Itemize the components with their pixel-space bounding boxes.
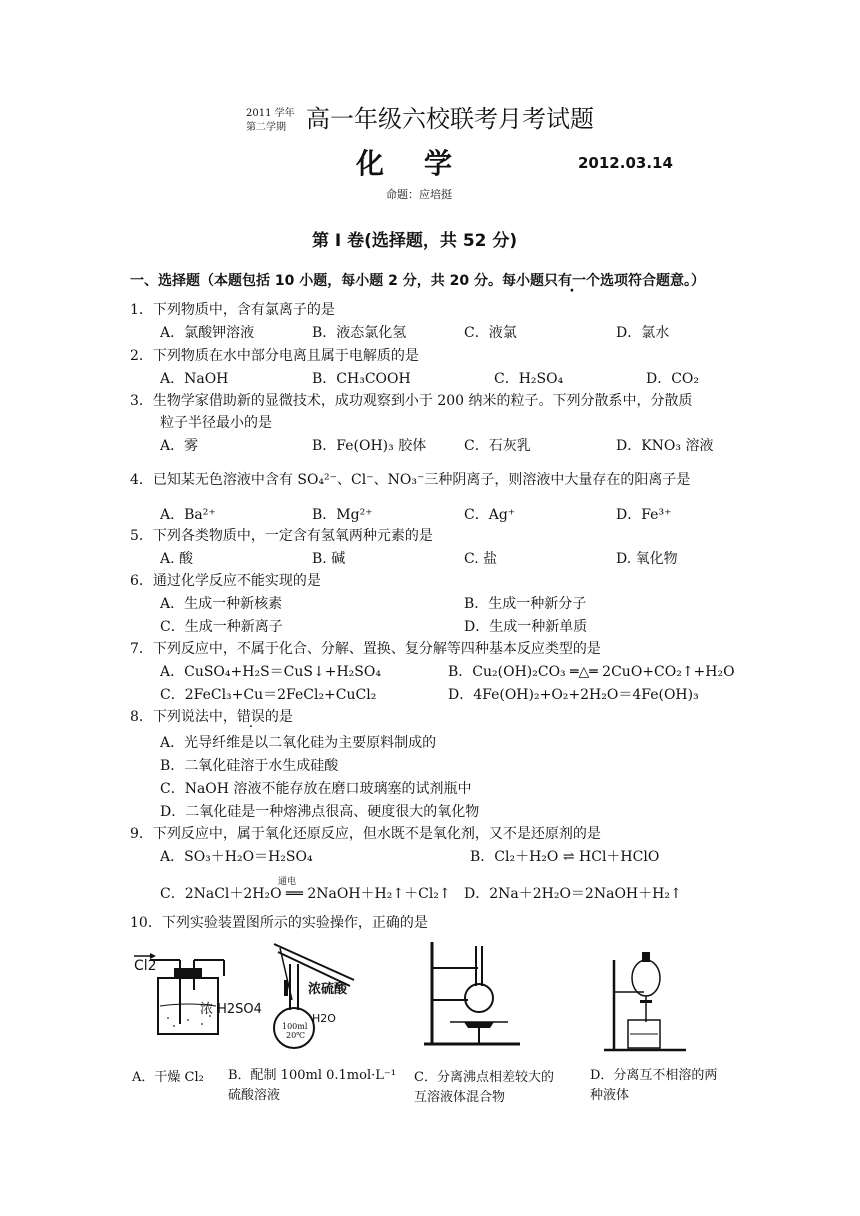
emphasis-text: 错误 bbox=[236, 709, 265, 725]
question-3-stem-cont: 粒子半径最小的是 bbox=[160, 415, 272, 431]
q5-option-b: B. 碱 bbox=[312, 551, 346, 567]
header-semester: 第二学期 bbox=[246, 122, 286, 133]
page-title: 高一年级六校联考月考试题 bbox=[306, 105, 594, 133]
q7-option-d: D．4Fe(OH)₂+O₂+2H₂O＝4Fe(OH)₃ bbox=[448, 687, 699, 703]
subject-title: 化学 bbox=[356, 147, 493, 180]
q9-option-c: C．2NaCl＋2H₂O ══ 2NaOH＋H₂↑＋Cl₂↑ bbox=[160, 886, 451, 902]
q1-option-c: C．液氯 bbox=[464, 325, 517, 341]
question-1-stem: 1．下列物质中，含有氯离子的是 bbox=[130, 302, 335, 318]
q3-option-c: C．石灰乳 bbox=[464, 438, 531, 454]
q8-option-c: C．NaOH 溶液不能存放在磨口玻璃塞的试剂瓶中 bbox=[160, 781, 472, 797]
q6-option-a: A．生成一种新核素 bbox=[160, 596, 283, 612]
q7-option-a: A．CuSO₄+H₂S＝CuS↓+H₂SO₄ bbox=[160, 664, 381, 680]
q2-option-c: C．H₂SO₄ bbox=[494, 371, 564, 387]
q3-option-b: B．Fe(OH)₃ 胶体 bbox=[312, 438, 427, 454]
q2-option-b: B．CH₃COOH bbox=[312, 371, 411, 387]
exam-date: 2012.03.14 bbox=[578, 154, 673, 172]
q10-option-d: D．分离互不相溶的两种液体 bbox=[590, 1068, 718, 1103]
q2-option-a: A．NaOH bbox=[160, 371, 229, 387]
question-3-stem: 3．生物学家借助新的显微技术，成功观察到小于 200 纳米的粒子。下列分散系中，分散质 bbox=[130, 393, 693, 409]
question-2-stem: 2．下列物质在水中部分电离且属于电解质的是 bbox=[130, 348, 419, 364]
q3-option-d: D．KNO₃ 溶液 bbox=[616, 438, 714, 454]
electrolysis-label: 通电 bbox=[278, 877, 297, 887]
q5-option-d: D. 氧化物 bbox=[616, 551, 678, 567]
figure-d-separatory-funnel bbox=[600, 942, 690, 1054]
q6-option-d: D．生成一种新单质 bbox=[464, 619, 588, 635]
question-5-stem: 5．下列各类物质中，一定含有氢氧两种元素的是 bbox=[130, 528, 433, 544]
question-4-stem: 4．已知某无色溶液中含有 SO₄²⁻、Cl⁻、NO₃⁻三种阴离子，则溶液中大量存在的阳离子是 bbox=[130, 472, 691, 488]
q5-option-c: C. 盐 bbox=[464, 551, 498, 567]
q7-option-c: C．2FeCl₃+Cu＝2FeCl₂+CuCl₂ bbox=[160, 687, 377, 703]
author: 命题：应培挺 bbox=[386, 188, 452, 201]
figure-a-acid-label: 浓 H2SO4 bbox=[200, 1002, 262, 1017]
q5-option-a: A. 酸 bbox=[160, 551, 194, 567]
q1-option-b: B．液态氯化氢 bbox=[312, 325, 407, 341]
q10-option-a: A．干燥 Cl₂ bbox=[132, 1070, 204, 1085]
q7-option-b: B．Cu₂(OH)₂CO₃ ═△═ 2CuO+CO₂↑+H₂O bbox=[448, 664, 735, 680]
figure-b-flask-volume: 100ml bbox=[282, 1022, 308, 1031]
figure-a-cl2-label: Cl2 bbox=[134, 958, 157, 974]
q1-option-d: D．氯水 bbox=[616, 325, 670, 341]
section-intro: 一、选择题（本题包括 10 小题，每小题 2 分，共 20 分。每小题只有一个选项符合题意。） bbox=[130, 273, 705, 289]
figure-b-acid-label: 浓硫酸 bbox=[308, 982, 348, 997]
q8-option-b: B．二氧化硅溶于水生成硅酸 bbox=[160, 758, 339, 774]
part-title: 第 I 卷(选择题，共 52 分) bbox=[312, 231, 518, 251]
question-6-stem: 6．通过化学反应不能实现的是 bbox=[130, 573, 321, 589]
header-year: 2011 学年 bbox=[246, 108, 295, 119]
figure-b-flask-temp: 20℃ bbox=[286, 1031, 306, 1040]
figure-c-distillation-apparatus bbox=[420, 938, 530, 1050]
question-9-stem: 9．下列反应中，属于氧化还原反应，但水既不是氧化剂，又不是还原剂的是 bbox=[130, 826, 601, 842]
q4-option-c: C．Ag⁺ bbox=[464, 507, 516, 523]
q4-option-b: B．Mg²⁺ bbox=[312, 507, 373, 523]
q3-option-a: A．雾 bbox=[160, 438, 199, 454]
question-10-stem: 10．下列实验装置图所示的实验操作，正确的是 bbox=[130, 915, 428, 931]
q10-option-c: C．分离沸点相差较大的互溶液体混合物 bbox=[414, 1070, 554, 1105]
q4-option-d: D．Fe³⁺ bbox=[616, 507, 672, 523]
q2-option-d: D．CO₂ bbox=[646, 371, 700, 387]
figure-b-water-label: H2O bbox=[312, 1012, 336, 1025]
q10-option-b: B．配制 100ml 0.1mol·L⁻¹ 硫酸溶液 bbox=[228, 1068, 396, 1103]
emphasis-text: 只有一个 bbox=[543, 273, 600, 289]
q6-option-c: C．生成一种新离子 bbox=[160, 619, 283, 635]
q9-option-d: D．2Na＋2H₂O＝2NaOH＋H₂↑ bbox=[464, 886, 682, 902]
question-8-stem: 8．下列说法中，错误的是 bbox=[130, 709, 293, 725]
q8-option-a: A．光导纤维是以二氧化硅为主要原料制成的 bbox=[160, 735, 437, 751]
q9-option-a: A．SO₃＋H₂O＝H₂SO₄ bbox=[160, 849, 313, 865]
q8-option-d: D．二氧化硅是一种熔沸点很高、硬度很大的氧化物 bbox=[160, 804, 480, 820]
q4-option-a: A．Ba²⁺ bbox=[160, 507, 216, 523]
q9-option-b: B．Cl₂＋H₂O ⇌ HCl＋HClO bbox=[470, 849, 660, 865]
q1-option-a: A．氯酸钾溶液 bbox=[160, 325, 255, 341]
q6-option-b: B．生成一种新分子 bbox=[464, 596, 587, 612]
question-7-stem: 7．下列反应中，不属于化合、分解、置换、复分解等四种基本反应类型的是 bbox=[130, 641, 601, 657]
